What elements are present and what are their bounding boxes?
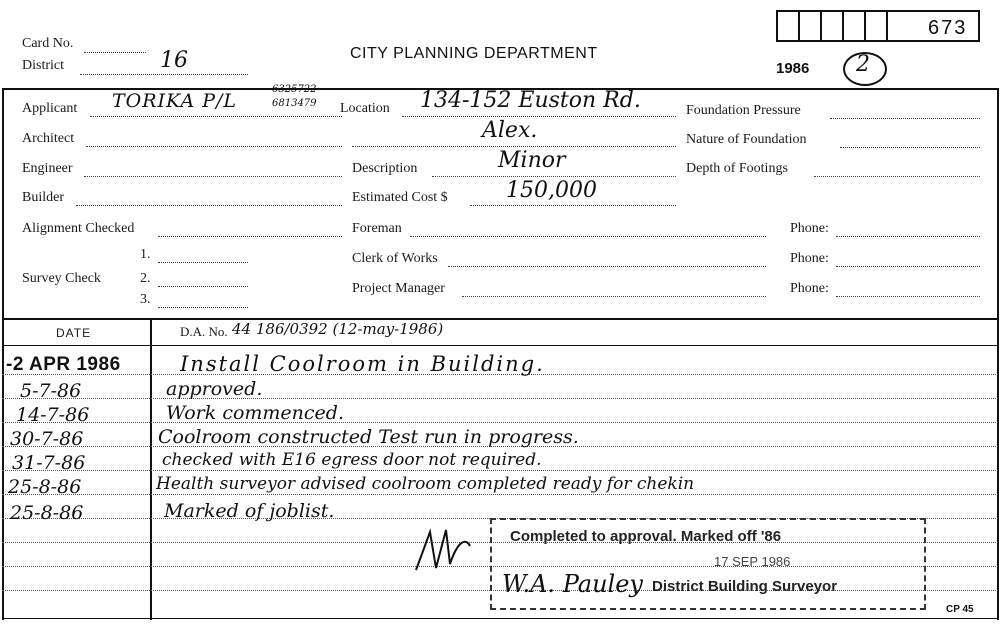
number-box	[820, 10, 842, 42]
builder-line	[76, 205, 342, 206]
year: 1986	[776, 60, 810, 77]
district-value: 16	[160, 48, 188, 73]
location-line-2	[352, 146, 676, 147]
engineer-line	[84, 176, 342, 177]
entry-text: checked with E16 egress door not required.	[162, 450, 542, 470]
phone-line-3	[836, 296, 980, 297]
clerk-label: Clerk of Works	[352, 251, 438, 266]
clerk-line	[448, 266, 766, 267]
survey-1: 1.	[140, 247, 151, 262]
location-label: Location	[340, 101, 390, 116]
entry-text: Install Coolroom in Building.	[180, 352, 545, 376]
cost-label: Estimated Cost $	[352, 190, 448, 205]
entry-text: Health surveyor advised coolroom completed ready for chekin	[156, 474, 695, 494]
number-box	[864, 10, 886, 42]
entry-date: -2 APR 1986	[6, 354, 121, 375]
card-no-line	[84, 52, 146, 53]
location-value: 134-152 Euston Rd.	[420, 88, 641, 113]
project-manager-line	[462, 296, 766, 297]
foreman-line	[410, 236, 766, 237]
cost-value: 150,000	[506, 178, 597, 203]
foundation-pressure-line	[830, 118, 980, 119]
survey-2-line	[158, 286, 248, 287]
number-box	[776, 10, 798, 42]
phone-line-2	[836, 266, 980, 267]
applicant-value: TORIKA P/L	[112, 90, 238, 112]
alignment-label: Alignment Checked	[22, 221, 135, 236]
stamp-date: 17 SEP 1986	[714, 554, 791, 569]
row-line	[2, 398, 998, 399]
stamp-title: District Building Surveyor	[652, 578, 838, 595]
entry-date: 14-7-86	[16, 404, 90, 426]
number-box	[798, 10, 820, 42]
left-border	[2, 88, 4, 620]
stamp-signature: W.A. Pauley	[502, 570, 643, 598]
architect-label: Architect	[22, 131, 75, 146]
location-line	[402, 116, 676, 117]
cost-line	[470, 205, 676, 206]
bottom-border	[2, 618, 999, 619]
form-code: CP 45	[946, 604, 974, 615]
entry-text: approved.	[166, 378, 263, 400]
description-value: Minor	[498, 148, 566, 173]
row-line	[2, 494, 998, 495]
card-no-label: Card No.	[22, 36, 74, 51]
stamp-line1: Completed to approval. Marked off '86	[510, 528, 782, 545]
entry-date: 31-7-86	[12, 452, 86, 474]
number-box	[842, 10, 864, 42]
initials-scribble-icon	[408, 520, 478, 580]
da-value: 44 186/0392 (12-may-1986)	[232, 320, 444, 338]
nature-of-foundation-label: Nature of Foundation	[686, 132, 807, 147]
phone-line-1	[836, 236, 980, 237]
survey-3: 3.	[140, 292, 151, 307]
phone-label-3: Phone:	[790, 281, 829, 296]
entry-date: 30-7-86	[10, 428, 84, 450]
applicant-line	[90, 116, 342, 117]
foundation-pressure-label: Foundation Pressure	[686, 103, 801, 118]
project-manager-label: Project Manager	[352, 281, 445, 296]
survey-3-line	[158, 307, 248, 308]
survey-2: 2.	[140, 271, 151, 286]
description-line	[432, 176, 676, 177]
phone-label-2: Phone:	[790, 251, 829, 266]
right-border	[997, 88, 999, 620]
district-line	[80, 74, 248, 75]
phone-label-1: Phone:	[790, 221, 829, 236]
entry-date: 25-8-86	[8, 476, 82, 498]
depth-of-footings-line	[814, 176, 980, 177]
location-value-2: Alex.	[482, 118, 538, 143]
architect-line	[86, 146, 342, 147]
applicant-phone1: 6325722	[272, 84, 317, 95]
description-label: Description	[352, 161, 418, 176]
survey-label: Survey Check	[22, 271, 101, 286]
applicant-phone2: 6813479	[272, 98, 317, 109]
builder-label: Builder	[22, 190, 64, 205]
district-label: District	[22, 58, 64, 73]
engineer-label: Engineer	[22, 161, 73, 176]
survey-1-line	[158, 262, 248, 263]
circled-number: 2	[856, 52, 870, 77]
date-header: DATE	[56, 326, 92, 340]
department-title: CITY PLANNING DEPARTMENT	[350, 45, 598, 62]
nature-of-foundation-line	[840, 147, 980, 148]
entry-text: Work commenced.	[166, 402, 344, 424]
card-number: 673	[928, 17, 968, 39]
date-column-divider	[150, 318, 152, 620]
applicant-label: Applicant	[22, 101, 78, 116]
row-line	[2, 422, 998, 423]
row-line	[2, 470, 998, 471]
entry-date: 25-8-86	[10, 502, 84, 524]
depth-of-footings-label: Depth of Footings	[686, 161, 788, 176]
alignment-line	[158, 236, 342, 237]
entry-text: Marked of joblist.	[164, 500, 335, 522]
foreman-label: Foreman	[352, 221, 402, 236]
entry-date: 5-7-86	[20, 380, 82, 402]
entry-text: Coolroom constructed Test run in progress.	[158, 426, 579, 448]
da-label: D.A. No.	[180, 324, 228, 339]
log-header-divider	[2, 345, 999, 346]
approval-stamp	[490, 518, 926, 610]
